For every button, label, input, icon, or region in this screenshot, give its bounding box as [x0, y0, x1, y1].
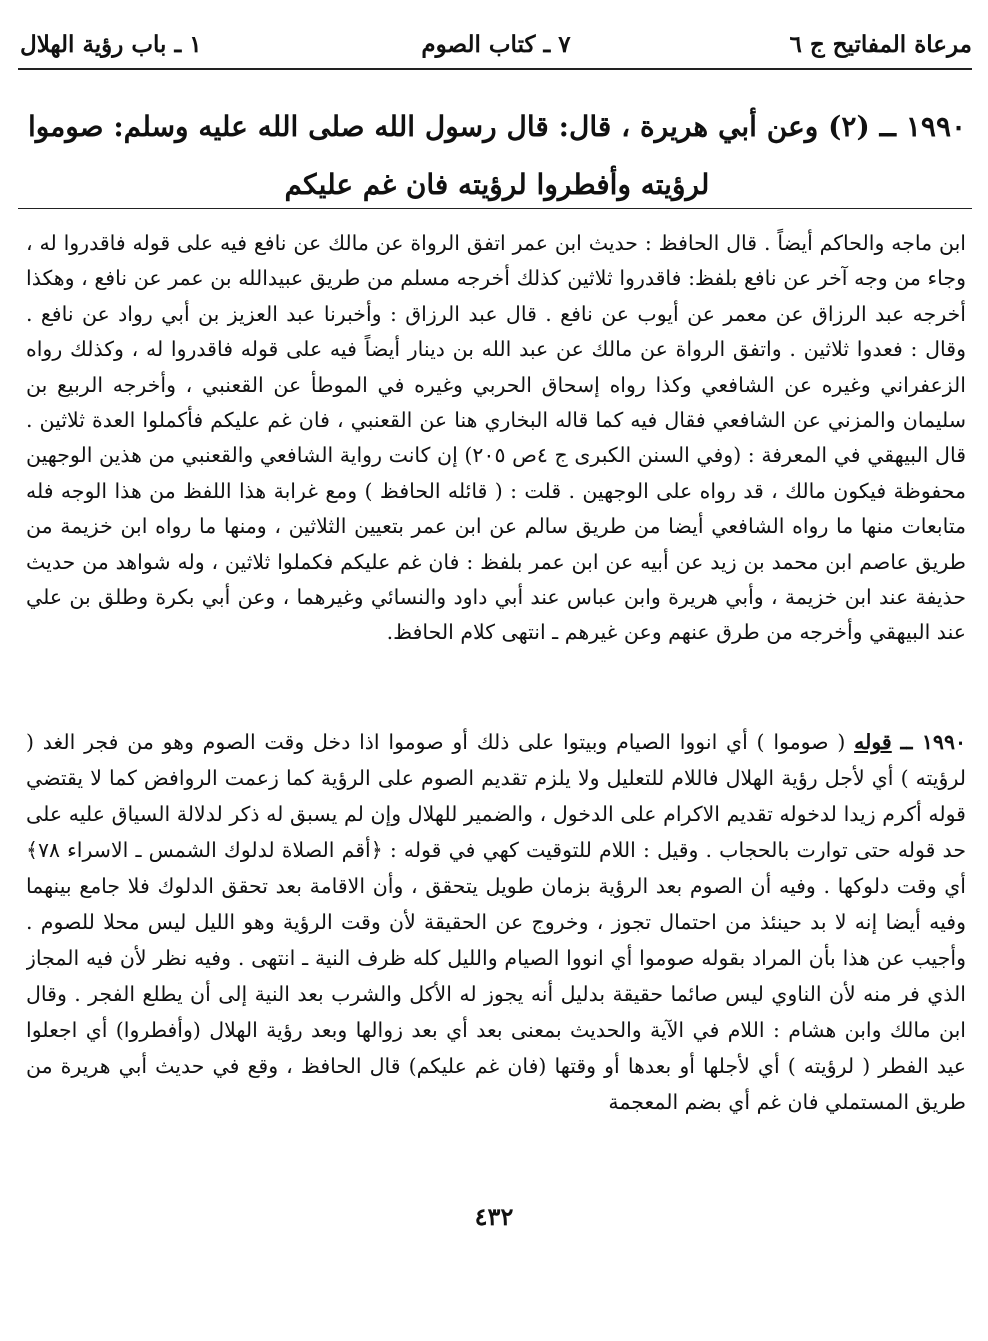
commentary-paragraph [26, 724, 966, 1194]
commentary-qawl-label: قوله [854, 730, 892, 754]
running-header [20, 24, 972, 64]
page-number: ٤٣٢ [474, 1202, 514, 1231]
takhrij-paragraph: ابن ماجه والحاكم أيضاً . قال الحافظ : حديث ابن عمر اتفق الرواة عن مالك عن نافع فيه على قوله فاقدروا له ، وجاء من وجه آخر عن نافع بلفظ: فاقدروا ثلاثين كذلك أخرجه مسلم من طريق عبيدالله بن عمر عن نافع ، وهكذا أخرجه عبد الرزاق عن معمر عن أيوب عن نافع . قال عبد الرزاق : وأخبرنا عبد العزيز بن أبي رواد عن نافع . وقال : فعدوا ثلاثين . واتفق الرواة عن مالك عن عبد الله بن دينار أيضاً فيه على قوله فاقدروا له ، وكذلك رواه الزعفراني وغيره عن الشافعي وكذا رواه إسحاق الحربي وغيره في الموطأ عن القعنبي ، وأخرجه الربيع بن سليمان والمزني عن الشافعي فقال فيه كما قاله البخاري هنا عن القعنبي ، فان غم عليكم فأكملوا العدة ثلاثين . قال البيهقي في المعرفة : (وفي السنن الكبرى ج ٤ص ٢٠٥) إن كانت رواية الشافعي والقعنبي من هذين الوجهين محفوظة فيكون مالك ، قد رواه على الوجهين . قلت : ( قائله الحافظ ) ومع غرابة هذا اللفظ من هذا الوجه فله متابعات منها ما رواه الشافعي أيضا من طريق سالم عن ابن عمر بتعيين الثلاثين ، ومنها ما رواه ابن خزيمة من طريق عاصم ابن محمد بن زيد عن أبيه عن ابن عمر بلفظ : فان غم عليكم فكملوا ثلاثين ، وله شواهد من حديث حذيفة عند ابن خزيمة ، وأبي هريرة وابن عباس عند أبي داود والنسائي وغيرهما ، وعن أبي بكرة وطلق بن علي عند البيهقي وأخرجه من طرق عنهم وعن غيرهم ـ انتهى كلام الحافظ. [26, 231, 966, 645]
header-divider [18, 68, 972, 70]
header-book-title: مرعاة المفاتيح ج ٦ [789, 30, 972, 58]
hadith-divider [18, 208, 972, 209]
commentary-hadith-number: ١٩٩٠ ــ [900, 730, 966, 754]
hadith-text: ١٩٩٠ ــ (٢) وعن أبي هريرة ، قال: قال رسول الله صلى الله عليه وسلم: صوموا لرؤيته وأفطروا لرؤيته فان غم عليكم [28, 110, 967, 201]
commentary-text: ( صوموا ) أي انووا الصيام وبيتوا على ذلك أو صوموا اذا دخل وقت الصوم وهو من فجر الغد ( لرؤيته ) أي لأجل رؤية الهلال فاللام للتعليل ولا يلزم تقديم الصوم على الرؤية كما زعمت الروافض كما لا يقتضي قوله أكرم زيدا لدخوله تقديم الاكرام على الدخول ، والضمير للهلال وإن لم يسبق له ذكر لدلالة السياق عليه على حد قوله حتى توارت بالحجاب . وقيل : اللام للتوقيت كهي في قوله : ﴿أقم الصلاة لدلوك الشمس ـ الاسراء ٧٨﴾ أي وقت دلوكها . وفيه أن الصوم بعد الرؤية بزمان طويل يتحقق ، وأن الاقامة بعد تحقق الدلوك فلا جامع بينهما وفيه أيضا إنه لا بد حينئذ من احتمال تجوز ، وخروج عن الحقيقة لأن وقت الرؤية وهو الليل ليس محلا للصوم . وأجيب عن هذا بأن المراد بقوله صوموا أي انووا الصيام والليل كله ظرف النية ـ انتهى . وفيه نظر لأن فيه المجاز الذي فر منه لأن الناوي ليس صائما حقيقة بدليل أنه يجوز له الأكل والشرب بعد النية إلى أن يطلع الفجر . وقال ابن مالك وابن هشام : اللام في الآية والحديث بمعنى بعد أي بعد زوالها وبعد رؤية الهلال (وأفطروا) أي اجعلوا عيد الفطر ( لرؤيته ) أي لأجلها أو بعدها أو وقتها (فان غم عليكم) قال الحافظ ، وقع في حديث أبي هريرة من طريق المستملي فان غم أي بضم المعجمة [26, 730, 966, 1114]
header-chapter-title: ٧ ـ كتاب الصوم [421, 30, 571, 58]
header-section-title: ١ ـ باب رؤية الهلال [20, 30, 202, 58]
